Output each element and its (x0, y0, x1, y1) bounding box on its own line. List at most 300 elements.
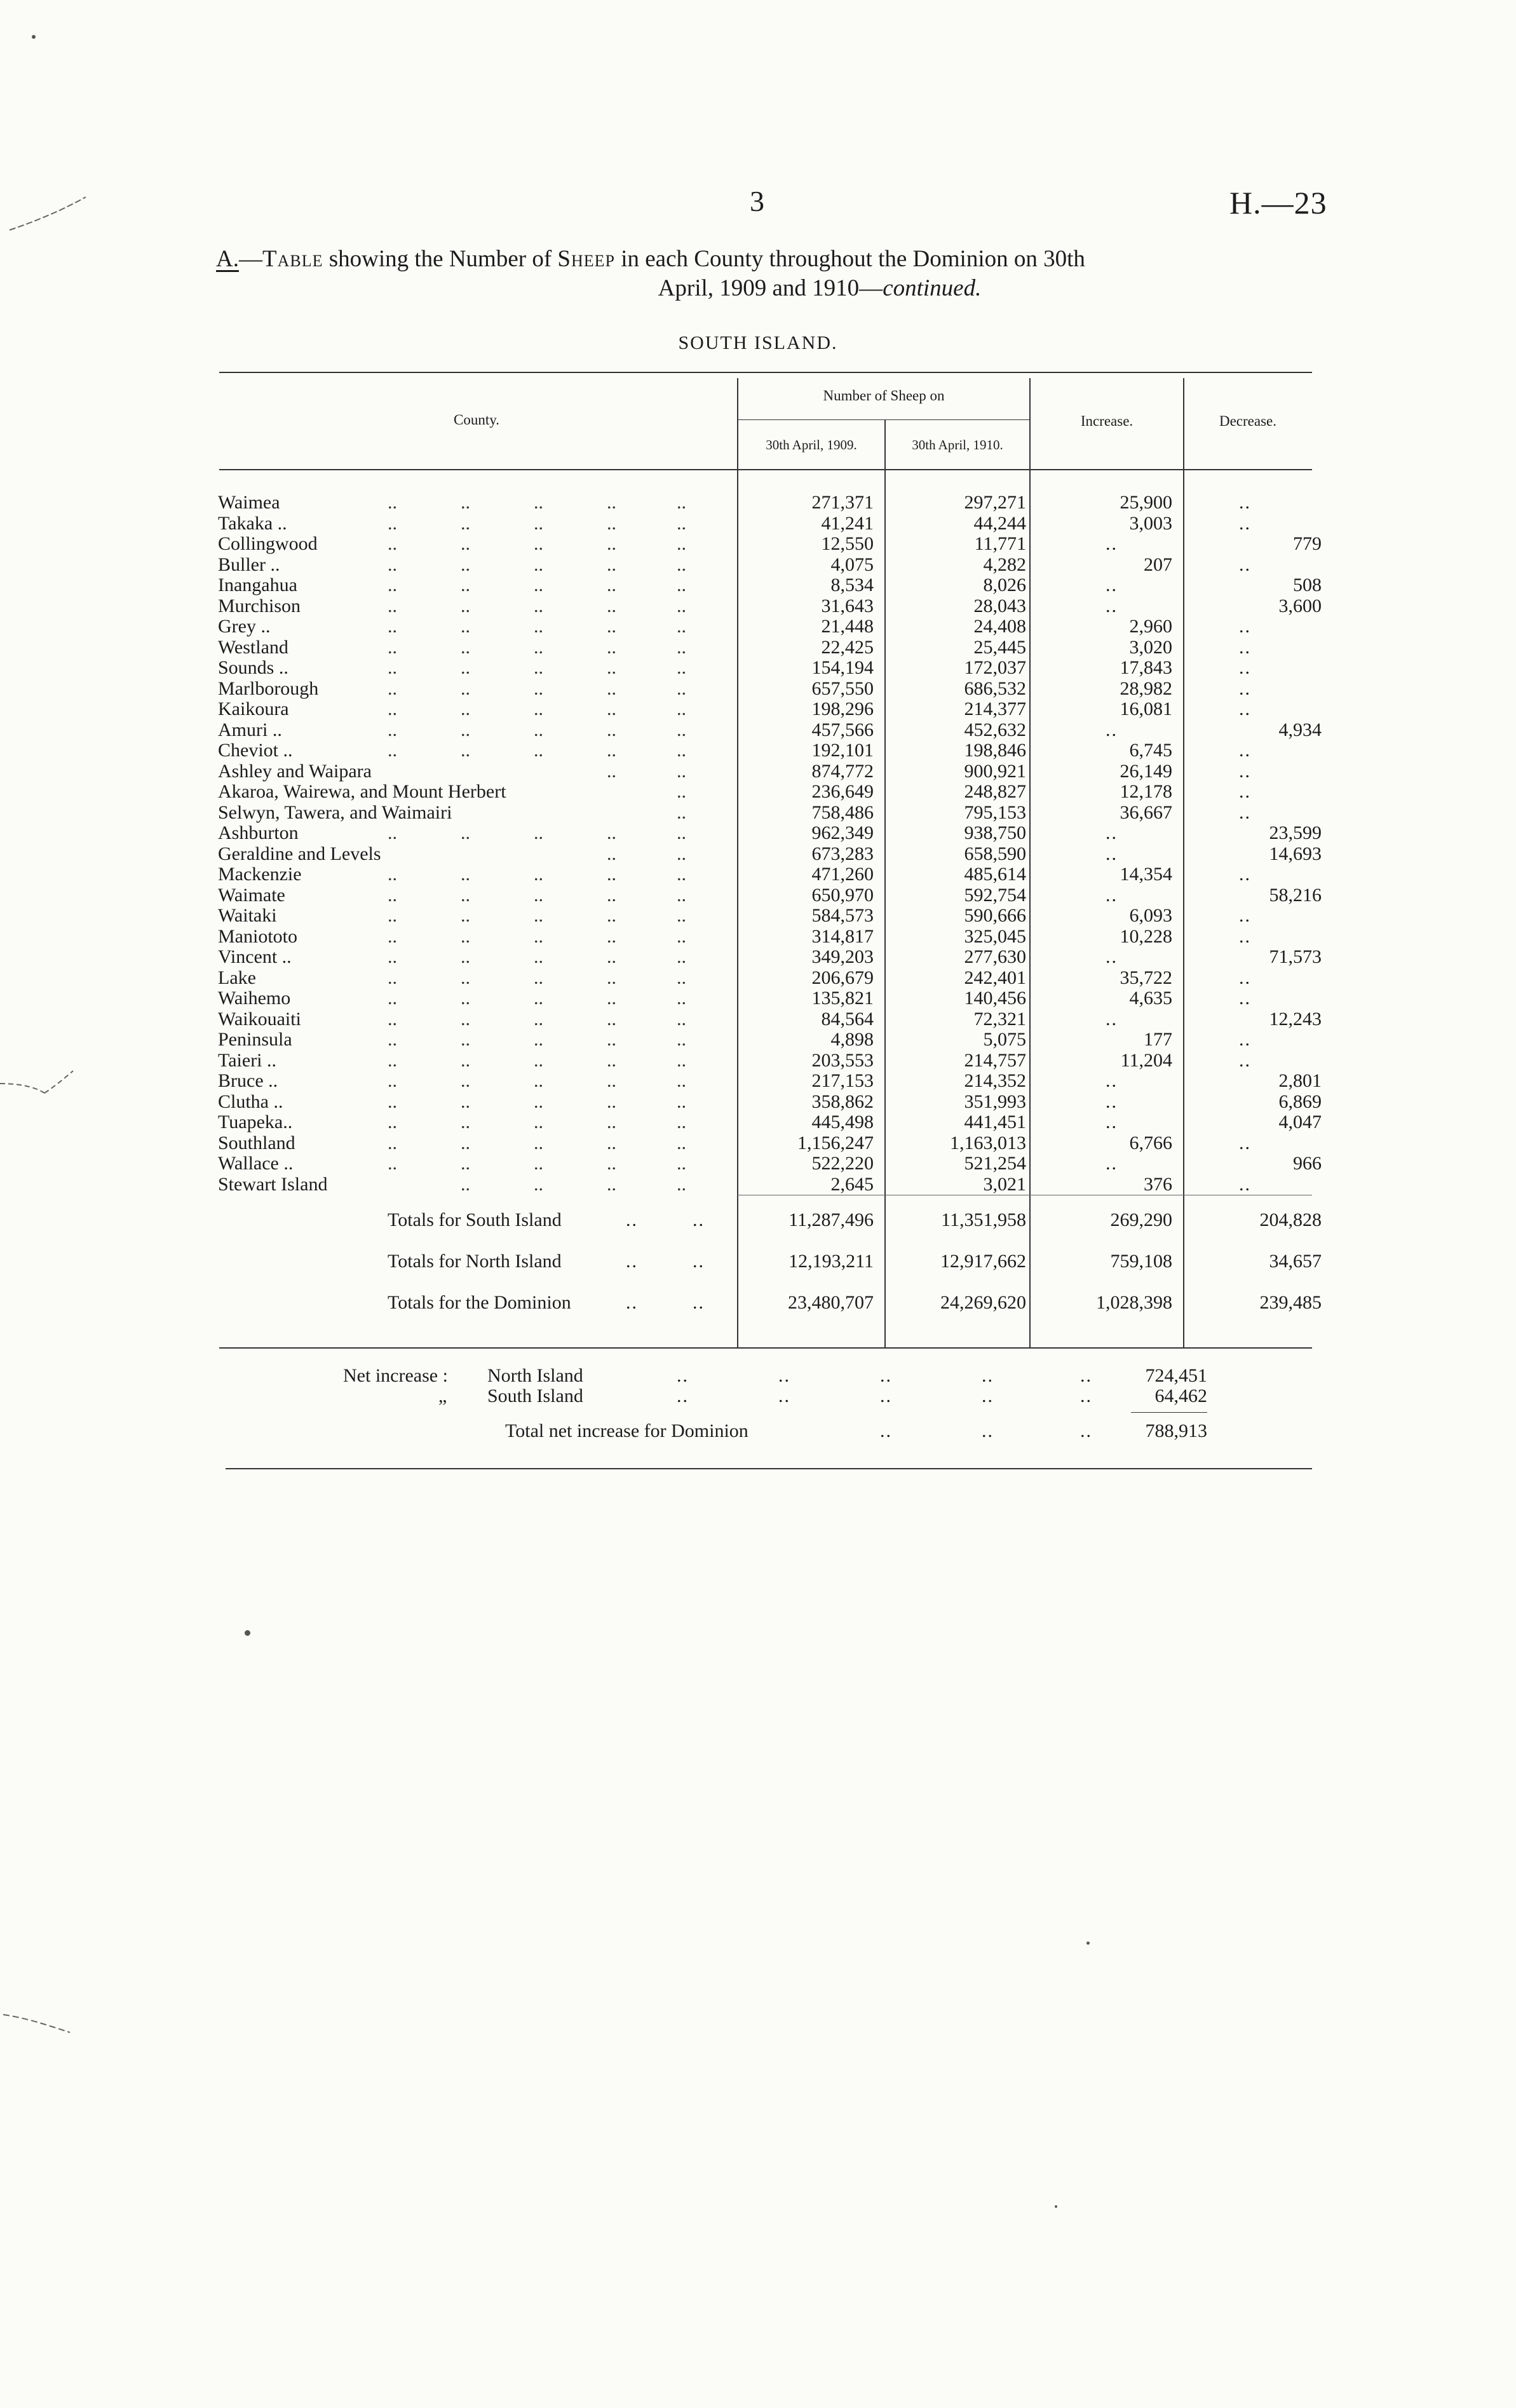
dot-leader: .. (461, 657, 470, 678)
dot-leader: .. (677, 884, 686, 906)
dot-leader: .. (461, 1008, 470, 1030)
dot-leader: .. (677, 925, 686, 947)
dot-leader: .. (534, 988, 543, 1009)
net-total-value: 788,913 (1145, 1420, 1207, 1441)
dot-leader: .. (534, 657, 543, 678)
dot-leader: .. (677, 967, 686, 988)
table-top-rule (219, 372, 1312, 373)
dot-leader: .. (461, 698, 470, 719)
header-1909: 30th April, 1909. (766, 437, 857, 452)
value-decrease: 3,600 (1278, 595, 1322, 616)
dot-leader: .. (388, 533, 397, 554)
table-row (0, 988, 1516, 1009)
value-1910: 25,445 (973, 636, 1026, 658)
dot-leader: .. (677, 492, 686, 513)
table-row (0, 906, 1516, 926)
dot-leader: .. (607, 1008, 616, 1030)
value-1909: 22,425 (821, 636, 874, 658)
header-county: County. (454, 412, 499, 428)
county-name: Waihemo (218, 988, 291, 1009)
dot-leader: .. (388, 1112, 397, 1133)
value-1910: 795,153 (964, 801, 1026, 823)
value-1909: 8,534 (830, 575, 874, 595)
value-1910: 11,771 (974, 533, 1026, 554)
dot-leader: .. (534, 1153, 543, 1174)
dot-leader: .. (677, 698, 686, 719)
dot-leader: .. (461, 740, 470, 761)
dot-leader: .. (388, 925, 397, 947)
value-decrease: 2,801 (1278, 1070, 1322, 1091)
dot-leader: .. (607, 492, 616, 513)
dot-leader: .. (388, 822, 397, 843)
value-1910: 686,532 (964, 677, 1026, 699)
dot-leader: .. (534, 554, 543, 575)
county-name: Murchison (218, 595, 301, 616)
value-decrease: .. (1239, 512, 1251, 534)
value-1910: 297,271 (964, 492, 1026, 513)
dot-leader: .. (388, 698, 397, 719)
dot-leader: .. (693, 1251, 705, 1272)
value-decrease: .. (1239, 554, 1251, 575)
value-1909: 41,241 (821, 512, 874, 534)
value-decrease: 779 (1293, 533, 1322, 554)
dot-leader: .. (607, 698, 616, 719)
value-1910: 214,757 (964, 1049, 1026, 1071)
net-north-label: North Island (487, 1365, 583, 1386)
dot-leader: .. (461, 595, 470, 616)
table-row (0, 947, 1516, 967)
value-increase: 207 (1144, 554, 1172, 575)
dot-leader: .. (677, 781, 686, 802)
dot-leader: .. (388, 1091, 397, 1112)
value-1909: 358,862 (811, 1091, 874, 1112)
dot-leader: .. (388, 946, 397, 967)
net-ditto-mark: „ (438, 1385, 447, 1406)
value-increase: 10,228 (1120, 925, 1172, 947)
dot-leader: .. (461, 554, 470, 575)
table-row (0, 555, 1516, 575)
table-row (0, 968, 1516, 988)
total-decrease: 239,485 (1259, 1292, 1322, 1313)
value-decrease: .. (1239, 967, 1251, 988)
dot-leader: .. (461, 719, 470, 740)
dot-leader: .. (534, 719, 543, 740)
table-row (0, 1071, 1516, 1091)
dot-leader: .. (388, 1132, 397, 1153)
table-row (0, 575, 1516, 595)
dot-leader: .. (461, 884, 470, 906)
value-1909: 84,564 (821, 1008, 874, 1030)
header-bottom-rule (219, 469, 1312, 470)
dot-leader: .. (461, 1070, 470, 1091)
value-1909: 21,448 (821, 616, 874, 637)
dot-leader: .. (461, 864, 470, 885)
dot-leader: .. (388, 657, 397, 678)
dot-leader: .. (388, 884, 397, 906)
value-increase: .. (1106, 1153, 1118, 1174)
title-line2: April, 1909 and 1910— (658, 275, 883, 301)
dot-leader: .. (607, 595, 616, 616)
value-increase: .. (1106, 533, 1118, 554)
value-decrease: .. (1239, 657, 1251, 678)
value-increase: .. (1106, 719, 1118, 740)
table-row (0, 534, 1516, 554)
dot-leader: .. (607, 905, 616, 926)
county-name: Geraldine and Levels (218, 843, 381, 864)
value-1909: 31,643 (821, 595, 874, 616)
value-decrease: .. (1239, 905, 1251, 926)
value-increase: 2,960 (1129, 616, 1172, 637)
value-1909: 217,153 (811, 1070, 874, 1091)
table-row (0, 1153, 1516, 1174)
dot-leader: .. (534, 533, 543, 554)
value-increase: 6,745 (1129, 740, 1172, 761)
totals-row (0, 1290, 1516, 1316)
dot-leader: .. (607, 677, 616, 699)
dot-leader: .. (693, 1209, 705, 1230)
header-number-of-sheep: Number of Sheep on (823, 388, 945, 404)
dot-leader: .. (534, 1029, 543, 1050)
dot-leader: .. (607, 760, 616, 782)
dot-leader: .. (461, 1112, 470, 1133)
value-1909: 135,821 (811, 988, 874, 1009)
dot-leader: .. (388, 967, 397, 988)
value-decrease: .. (1239, 1049, 1251, 1071)
value-increase: 36,667 (1120, 801, 1172, 823)
dot-leader: .. (677, 1173, 686, 1195)
county-name: Selwyn, Tawera, and Waimairi (218, 801, 452, 823)
dot-leader: .. (607, 1153, 616, 1174)
value-1910: 24,408 (973, 616, 1026, 637)
header-1910: 30th April, 1910. (912, 437, 1003, 452)
table-row (0, 1030, 1516, 1050)
county-name: Takaka .. (218, 512, 287, 534)
dot-leader: .. (461, 575, 470, 595)
value-1909: 673,283 (811, 843, 874, 864)
net-south-leader-2: .. (778, 1385, 790, 1406)
value-1909: 203,553 (811, 1049, 874, 1071)
net-north-leader-3: .. (880, 1365, 892, 1386)
value-1910: 28,043 (973, 595, 1026, 616)
county-name: Ashburton (218, 822, 299, 843)
dot-leader: .. (388, 512, 397, 534)
value-1909: 874,772 (811, 760, 874, 782)
dot-leader: .. (388, 905, 397, 926)
scan-mark-left-bottom (0, 2002, 76, 2040)
dot-leader: .. (677, 533, 686, 554)
dot-leader: .. (534, 1173, 543, 1195)
dot-leader: .. (607, 657, 616, 678)
dot-leader: .. (626, 1292, 638, 1313)
value-1909: 271,371 (811, 492, 874, 513)
value-1909: 314,817 (811, 925, 874, 947)
dot-leader: .. (388, 719, 397, 740)
net-south-leader-3: .. (880, 1385, 892, 1406)
value-1909: 349,203 (811, 946, 874, 967)
dot-leader: .. (534, 512, 543, 534)
table-row (0, 823, 1516, 843)
total-increase: 269,290 (1110, 1209, 1172, 1230)
net-north-leader-2: .. (778, 1365, 790, 1386)
dot-leader: .. (388, 616, 397, 637)
value-1909: 206,679 (811, 967, 874, 988)
value-increase: .. (1106, 1008, 1118, 1030)
value-1909: 4,898 (830, 1029, 874, 1050)
table-bottom-rule (219, 1347, 1312, 1349)
dot-leader: .. (677, 595, 686, 616)
dot-leader: .. (388, 864, 397, 885)
dot-leader: .. (388, 740, 397, 761)
dot-leader: .. (607, 512, 616, 534)
total-1909: 12,193,211 (788, 1251, 874, 1272)
county-name: Lake (218, 967, 256, 988)
county-name: Marlborough (218, 677, 319, 699)
net-south-value: 64,462 (1154, 1385, 1207, 1406)
dot-leader: .. (534, 636, 543, 658)
table-row (0, 864, 1516, 885)
county-name: Bruce .. (218, 1070, 278, 1091)
table-row (0, 761, 1516, 782)
value-1909: 198,296 (811, 698, 874, 719)
table-row (0, 596, 1516, 616)
dot-leader: .. (677, 719, 686, 740)
value-decrease: 71,573 (1269, 946, 1322, 967)
net-total-leader: .. (880, 1420, 892, 1441)
total-1909: 11,287,496 (788, 1209, 874, 1230)
value-1909: 650,970 (811, 884, 874, 906)
total-1909: 23,480,707 (788, 1292, 874, 1313)
dot-leader: .. (461, 988, 470, 1009)
table-row (0, 637, 1516, 658)
dot-leader: .. (461, 1029, 470, 1050)
dot-leader: .. (677, 740, 686, 761)
dot-leader: .. (677, 946, 686, 967)
value-decrease: 966 (1293, 1153, 1322, 1174)
value-1910: 3,021 (983, 1173, 1026, 1195)
dot-leader: .. (461, 636, 470, 658)
dot-leader: .. (534, 1049, 543, 1071)
scan-speck (245, 1630, 250, 1636)
county-name: Taieri .. (218, 1049, 277, 1071)
net-increase-label: Net increase : (343, 1365, 448, 1386)
dot-leader: .. (677, 1008, 686, 1030)
value-1910: 325,045 (964, 925, 1026, 947)
dot-leader: .. (677, 988, 686, 1009)
value-1910: 452,632 (964, 719, 1026, 740)
dot-leader: .. (534, 492, 543, 513)
value-increase: 12,178 (1120, 781, 1172, 802)
dot-leader: .. (607, 864, 616, 885)
value-increase: .. (1106, 822, 1118, 843)
table-row (0, 493, 1516, 513)
value-increase: 6,093 (1129, 905, 1172, 926)
county-name: Waikouaiti (218, 1008, 301, 1030)
totals-row (0, 1207, 1516, 1233)
value-decrease: .. (1239, 677, 1251, 699)
value-1910: 248,827 (964, 781, 1026, 802)
county-name: Vincent .. (218, 946, 292, 967)
value-1910: 441,451 (964, 1112, 1026, 1133)
scan-mark-left-top (6, 191, 89, 235)
value-decrease: .. (1239, 801, 1251, 823)
value-1910: 900,921 (964, 760, 1026, 782)
dot-leader: .. (677, 905, 686, 926)
dot-leader: .. (677, 760, 686, 782)
closing-rule (226, 1468, 1312, 1469)
value-1910: 521,254 (964, 1153, 1026, 1174)
value-increase: 25,900 (1120, 492, 1172, 513)
value-1910: 590,666 (964, 905, 1026, 926)
value-increase: .. (1106, 595, 1118, 616)
dot-leader: .. (677, 1049, 686, 1071)
scan-mark-left-mid (0, 1068, 76, 1106)
value-1909: 962,349 (811, 822, 874, 843)
dot-leader: .. (461, 512, 470, 534)
value-1910: 658,590 (964, 843, 1026, 864)
value-increase: .. (1106, 884, 1118, 906)
value-1909: 457,566 (811, 719, 874, 740)
value-1910: 938,750 (964, 822, 1026, 843)
net-total-leader-3: .. (1080, 1420, 1092, 1441)
dot-leader: .. (607, 1070, 616, 1091)
dot-leader: .. (607, 719, 616, 740)
value-1910: 242,401 (964, 967, 1026, 988)
document-reference: H.—23 (1229, 185, 1327, 221)
county-name: Waimate (218, 884, 285, 906)
dot-leader: .. (607, 1173, 616, 1195)
net-north-leader: .. (677, 1365, 689, 1386)
total-1910: 12,917,662 (940, 1251, 1026, 1272)
value-1909: 12,550 (821, 533, 874, 554)
dot-leader: .. (534, 1070, 543, 1091)
dot-leader: .. (534, 946, 543, 967)
value-1909: 154,194 (811, 657, 874, 678)
table-row (0, 803, 1516, 823)
dot-leader: .. (677, 677, 686, 699)
county-name: Ashley and Waipara (218, 760, 372, 782)
value-1909: 522,220 (811, 1153, 874, 1174)
table-row (0, 885, 1516, 906)
table-row (0, 679, 1516, 699)
scan-speck (32, 35, 36, 39)
total-decrease: 204,828 (1259, 1209, 1322, 1230)
county-name: Mackenzie (218, 864, 302, 885)
dot-leader: .. (677, 1112, 686, 1133)
total-increase: 759,108 (1110, 1251, 1172, 1272)
header-sub-rule (737, 419, 1029, 420)
value-decrease: .. (1239, 698, 1251, 719)
table-row (0, 1174, 1516, 1195)
net-south-leader-5: .. (1080, 1385, 1092, 1406)
dot-leader: .. (534, 1091, 543, 1112)
net-total-label: Total net increase for Dominion (505, 1420, 748, 1441)
value-increase: .. (1106, 1091, 1118, 1112)
table-row (0, 1112, 1516, 1133)
net-north-leader-4: .. (982, 1365, 994, 1386)
value-1909: 584,573 (811, 905, 874, 926)
value-decrease: .. (1239, 740, 1251, 761)
dot-leader: .. (677, 554, 686, 575)
value-increase: 4,635 (1129, 988, 1172, 1009)
dot-leader: .. (461, 1132, 470, 1153)
dot-leader: .. (677, 801, 686, 823)
value-1909: 192,101 (811, 740, 874, 761)
county-name: Sounds .. (218, 657, 288, 678)
value-1910: 44,244 (973, 512, 1026, 534)
table-row (0, 514, 1516, 534)
dot-leader: .. (677, 1091, 686, 1112)
dot-leader: .. (677, 512, 686, 534)
table-row (0, 1051, 1516, 1071)
value-1909: 471,260 (811, 864, 874, 885)
dot-leader: .. (607, 740, 616, 761)
dot-leader: .. (607, 1029, 616, 1050)
value-increase: 16,081 (1120, 698, 1172, 719)
value-decrease: 23,599 (1269, 822, 1322, 843)
value-decrease: 508 (1293, 575, 1322, 595)
dot-leader: .. (607, 554, 616, 575)
dot-leader: .. (461, 616, 470, 637)
value-decrease: .. (1239, 781, 1251, 802)
dot-leader: .. (677, 657, 686, 678)
dot-leader: .. (388, 492, 397, 513)
value-1910: 172,037 (964, 657, 1026, 678)
title-text-1: showing the Number of (323, 246, 558, 272)
dot-leader: .. (677, 1132, 686, 1153)
title-continued: continued. (883, 275, 982, 301)
value-decrease: 4,047 (1278, 1112, 1322, 1133)
dot-leader: .. (388, 1153, 397, 1174)
table-row (0, 844, 1516, 864)
value-1909: 657,550 (811, 677, 874, 699)
value-decrease: .. (1239, 1132, 1251, 1153)
value-increase: 11,204 (1120, 1049, 1172, 1071)
dot-leader: .. (388, 554, 397, 575)
net-south-label: South Island (487, 1385, 583, 1406)
dot-leader: .. (607, 533, 616, 554)
dot-leader: .. (388, 988, 397, 1009)
county-name: Collingwood (218, 533, 318, 554)
value-increase: .. (1106, 575, 1118, 595)
title-text-2: in each County throughout the Dominion on 30th (614, 246, 1085, 272)
dot-leader: .. (534, 925, 543, 947)
dot-leader: .. (693, 1292, 705, 1313)
net-south-leader-4: .. (982, 1385, 994, 1406)
county-name: Kaikoura (218, 698, 289, 719)
value-1910: 4,282 (983, 554, 1026, 575)
dot-leader: .. (388, 1029, 397, 1050)
total-decrease: 34,657 (1269, 1251, 1322, 1272)
section-heading: SOUTH ISLAND. (678, 332, 838, 353)
dot-leader: .. (461, 905, 470, 926)
table-row (0, 740, 1516, 761)
dot-leader: .. (461, 1173, 470, 1195)
value-increase: 376 (1144, 1173, 1172, 1195)
dot-leader: .. (677, 864, 686, 885)
dot-leader: .. (626, 1209, 638, 1230)
dot-leader: .. (677, 616, 686, 637)
value-1910: 592,754 (964, 884, 1026, 906)
dot-leader: .. (461, 822, 470, 843)
dot-leader: .. (534, 1132, 543, 1153)
value-1910: 8,026 (983, 575, 1026, 595)
dot-leader: .. (607, 946, 616, 967)
dot-leader: .. (461, 1153, 470, 1174)
county-name: Waimea (218, 492, 280, 513)
dot-leader: .. (626, 1251, 638, 1272)
header-increase: Increase. (1080, 413, 1134, 429)
value-decrease: 14,693 (1269, 843, 1322, 864)
